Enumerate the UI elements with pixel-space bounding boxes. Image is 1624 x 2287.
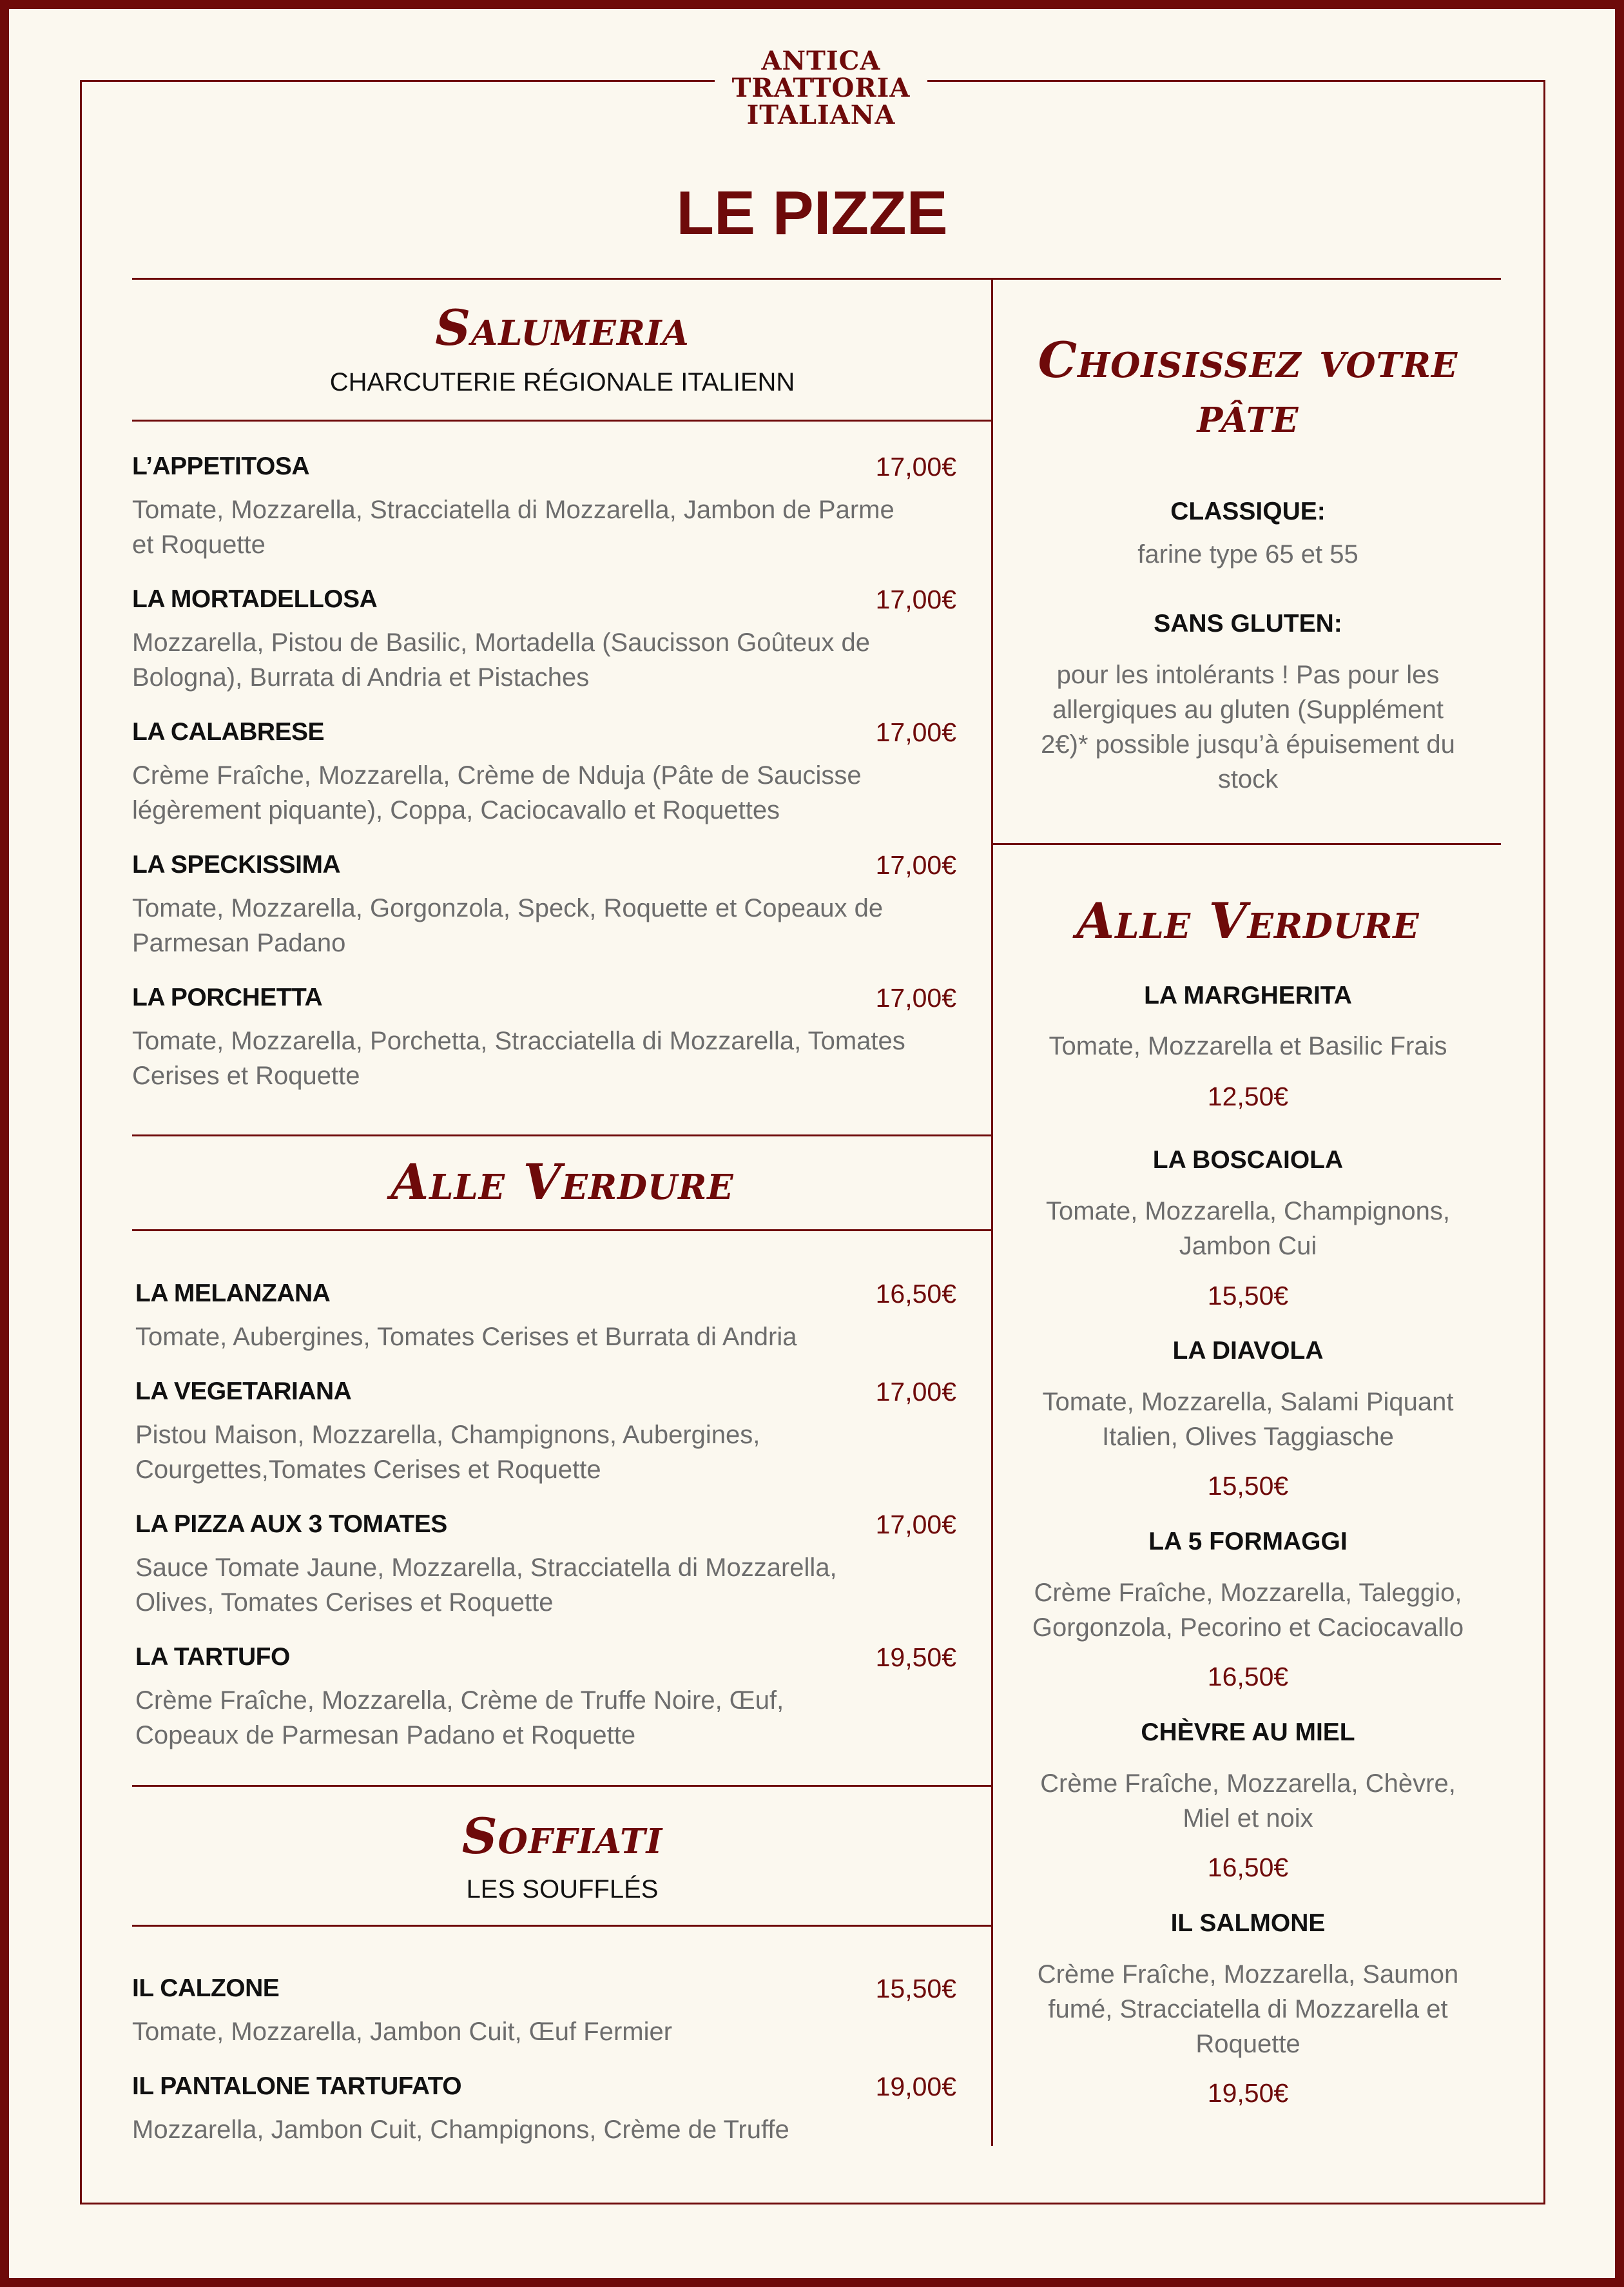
item-description: Miel et noix xyxy=(1183,1804,1313,1833)
item-price: 16,50€ xyxy=(1207,1662,1289,1691)
item-price: 17,00€ xyxy=(875,585,956,614)
page-title: LE PIZZE xyxy=(676,179,948,248)
menu-page xyxy=(9,9,1615,2278)
dough-sans-gluten-text: pour les intolérants ! Pas pour les xyxy=(1056,661,1440,689)
item-name: LA MELANZANA xyxy=(135,1280,331,1307)
item-name: IL SALMONE xyxy=(1170,1909,1326,1937)
item-description: Tomate, Aubergines, Tomates Cerises et Burrata di Andria xyxy=(135,1323,797,1351)
item-price: 16,50€ xyxy=(1207,1853,1289,1882)
item-name: IL CALZONE xyxy=(132,1974,280,2002)
item-description: Tomate, Mozzarella, Stracciatella di Mozzarella, Jambon de Parme xyxy=(132,496,894,524)
item-price: 17,00€ xyxy=(875,717,956,747)
item-description: Italien, Olives Taggiasche xyxy=(1102,1423,1394,1451)
dough-sans-gluten-text: allergiques au gluten (Supplément xyxy=(1052,696,1444,724)
section-title-verdure: Alle Verdure xyxy=(391,1153,734,1211)
item-price: 17,00€ xyxy=(875,452,956,482)
item-description: Roquette xyxy=(1195,2030,1300,2058)
item-description: Mozzarella, Jambon Cuit, Champignons, Crème de Truffe xyxy=(132,2116,789,2144)
item-description: Crème Fraîche, Mozzarella, Taleggio, xyxy=(1034,1579,1462,1607)
column-divider xyxy=(991,278,993,2146)
item-description: légèrement piquante), Coppa, Caciocavallo et Roquettes xyxy=(132,796,780,824)
divider xyxy=(132,278,1501,280)
item-description: fumé, Stracciatella di Mozzarella et xyxy=(1048,1995,1448,2023)
item-price: 19,50€ xyxy=(875,1642,956,1672)
item-name: LA BOSCAIOLA xyxy=(1152,1146,1344,1174)
item-name: LA PIZZA AUX 3 TOMATES xyxy=(135,1510,447,1538)
item-description: Cerises et Roquette xyxy=(132,1062,360,1090)
item-description: Tomate, Mozzarella, Gorgonzola, Speck, Roquette et Copeaux de xyxy=(132,894,884,922)
item-price: 12,50€ xyxy=(1207,1082,1289,1111)
section-title-soffiati: Soffiati xyxy=(461,1807,663,1865)
item-name: LA DIAVOLA xyxy=(1172,1337,1324,1365)
item-description: Mozzarella, Pistou de Basilic, Mortadella (Saucisson Goûteux de xyxy=(132,628,870,657)
item-name: IL PANTALONE TARTUFATO xyxy=(132,2072,462,2100)
item-name: LA MORTADELLOSA xyxy=(132,585,378,613)
item-description: Bologna), Burrata di Andria et Pistaches xyxy=(132,663,590,692)
restaurant-logo xyxy=(715,35,927,139)
item-name: L’APPETITOSA xyxy=(132,453,309,480)
logo-line: ITALIANA xyxy=(746,100,896,130)
item-price: 15,50€ xyxy=(875,1974,956,2003)
item-description: Tomate, Mozzarella, Jambon Cuit, Œuf Fermier xyxy=(132,2018,673,2046)
dough-classique-label: CLASSIQUE: xyxy=(1170,498,1326,525)
dough-sans-gluten-label: SANS GLUTEN: xyxy=(1154,610,1342,637)
item-description: Olives, Tomates Cerises et Roquette xyxy=(135,1588,554,1617)
item-name: LA VEGETARIANA xyxy=(135,1377,352,1405)
item-description: Sauce Tomate Jaune, Mozzarella, Stracciatella di Mozzarella, xyxy=(135,1553,837,1582)
item-description: Jambon Cui xyxy=(1179,1232,1317,1260)
section-subtitle-soffiati: LES SOUFFLÉS xyxy=(466,1875,659,1903)
section-title-salumeria: Salumeria xyxy=(435,299,690,356)
item-name: LA MARGHERITA xyxy=(1144,982,1352,1009)
section-title-pate: Choisissez votre xyxy=(1038,331,1458,389)
section-title-verdure: Alle Verdure xyxy=(1076,892,1420,949)
item-description: Copeaux de Parmesan Padano et Roquette xyxy=(135,1721,636,1749)
dough-sans-gluten-text: 2€)* possible jusqu’à épuisement du xyxy=(1041,730,1455,759)
divider xyxy=(132,1134,992,1136)
divider xyxy=(132,420,992,422)
item-description: Pistou Maison, Mozzarella, Champignons, Aubergines, xyxy=(135,1421,760,1449)
item-description: Tomate, Mozzarella et Basilic Frais xyxy=(1049,1032,1447,1060)
divider xyxy=(992,843,1501,845)
item-description: Crème Fraîche, Mozzarella, Saumon xyxy=(1037,1960,1459,1989)
item-name: CHÈVRE AU MIEL xyxy=(1141,1718,1355,1746)
logo-line: TRATTORIA xyxy=(731,73,911,103)
item-name: LA PORCHETTA xyxy=(132,984,323,1011)
item-price: 15,50€ xyxy=(1207,1471,1289,1501)
item-description: et Roquette xyxy=(132,530,266,559)
item-price: 19,00€ xyxy=(875,2072,956,2101)
item-name: LA CALABRESE xyxy=(132,718,325,746)
item-description: Courgettes,Tomates Cerises et Roquette xyxy=(135,1455,601,1484)
item-name: LA 5 FORMAGGI xyxy=(1148,1528,1348,1555)
item-name: LA SPECKISSIMA xyxy=(132,851,341,879)
divider xyxy=(132,1925,992,1927)
divider xyxy=(132,1229,992,1231)
item-price: 17,00€ xyxy=(875,1510,956,1539)
item-description: Tomate, Mozzarella, Salami Piquant xyxy=(1042,1388,1454,1416)
item-description: Tomate, Mozzarella, Champignons, xyxy=(1046,1197,1450,1225)
logo-line: ANTICA xyxy=(761,46,881,76)
dough-classique-text: farine type 65 et 55 xyxy=(1137,540,1358,569)
item-price: 19,50€ xyxy=(1207,2078,1289,2108)
item-price: 15,50€ xyxy=(1207,1281,1289,1310)
dough-sans-gluten-text: stock xyxy=(1217,765,1279,793)
item-price: 16,50€ xyxy=(875,1279,956,1309)
item-description: Parmesan Padano xyxy=(132,929,346,957)
item-description: Crème Fraîche, Mozzarella, Crème de Truffe Noire, Œuf, xyxy=(135,1686,784,1715)
item-name: LA TARTUFO xyxy=(135,1643,290,1671)
section-title-pate: pâte xyxy=(1197,386,1299,443)
divider xyxy=(132,1785,992,1787)
item-description: Gorgonzola, Pecorino et Caciocavallo xyxy=(1032,1613,1464,1642)
item-price: 17,00€ xyxy=(875,850,956,880)
item-description: Crème Fraîche, Mozzarella, Crème de Nduja (Pâte de Saucisse xyxy=(132,761,862,790)
item-description: Tomate, Mozzarella, Porchetta, Stracciatella di Mozzarella, Tomates xyxy=(132,1027,905,1055)
item-description: Crème Fraîche, Mozzarella, Chèvre, xyxy=(1040,1769,1456,1798)
item-price: 17,00€ xyxy=(875,1377,956,1406)
section-subtitle-salumeria: CHARCUTERIE RÉGIONALE ITALIENN xyxy=(329,368,795,396)
item-price: 17,00€ xyxy=(875,983,956,1013)
